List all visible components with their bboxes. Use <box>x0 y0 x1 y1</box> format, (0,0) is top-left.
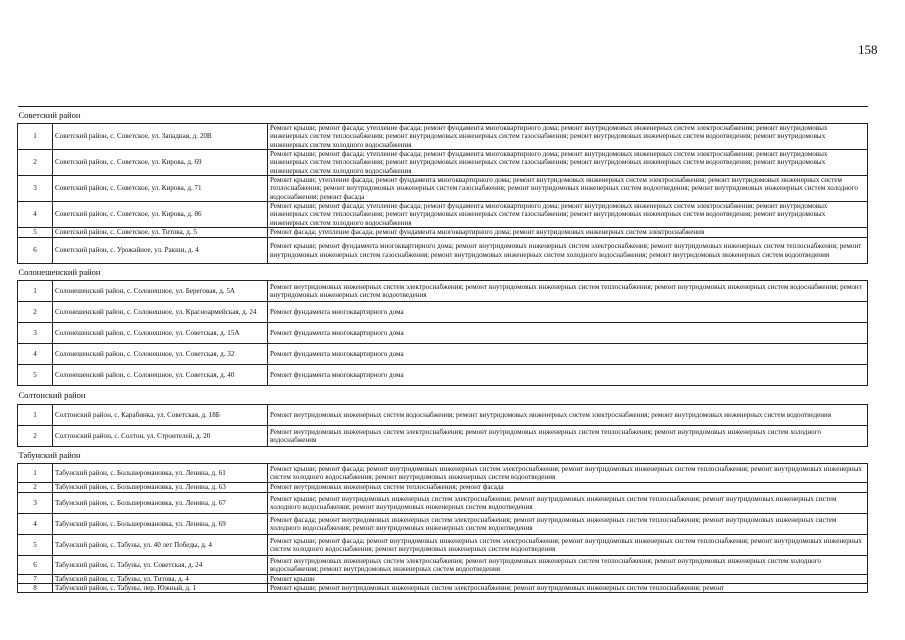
district-header-row <box>18 107 868 124</box>
row-address: Табунский район, с. Табуны, пер. Южный, д. 1 <box>53 584 268 593</box>
row-address: Солонешенский район, с. Солонешное, ул. Красноармейская, д. 24 <box>53 302 268 323</box>
table-row <box>18 584 868 593</box>
row-number: 2 <box>18 150 53 176</box>
table-row <box>18 575 868 584</box>
table-row <box>18 228 868 238</box>
row-number: 4 <box>18 344 53 365</box>
table-row <box>18 281 868 302</box>
page-number: 158 <box>858 42 878 57</box>
row-number: 1 <box>18 281 53 302</box>
row-number: 1 <box>18 124 53 150</box>
row-number: 7 <box>18 575 53 584</box>
row-number: 4 <box>18 202 53 228</box>
row-works: Ремонт крыши <box>268 575 868 584</box>
district-header-row <box>18 386 868 405</box>
row-works: Ремонт фасада; ремонт внутридомовых инженерных систем электроснабжения; ремонт внутридомовых инженерных систем теплоснабжения; ремонт внутридомовых инженерных систем холодного водоснабжения; ремонт внутридомовых инженерных систем водоотведения <box>268 514 868 535</box>
row-number: 5 <box>18 365 53 386</box>
table-row <box>18 405 868 426</box>
row-address: Советский район, с. Урожайное, ул. Ракши, д. 4 <box>53 238 268 264</box>
row-address: Солтонский район, с. Карабинка, ул. Советская, д. 18Б <box>53 405 268 426</box>
row-address: Советский район, с. Советское, ул. Кирова, д. 69 <box>53 150 268 176</box>
table-row <box>18 150 868 176</box>
row-address: Табунский район, с. Большеромановка, ул. Ленина, д. 61 <box>53 464 268 483</box>
row-address: Табунский район, с. Табуны, ул. 40 лет Победы, д. 4 <box>53 535 268 556</box>
row-address: Солонешенский район, с. Солонешное, ул. Береговая, д. 5А <box>53 281 268 302</box>
row-address: Табунский район, с. Большеромановка, ул. Ленина, д. 69 <box>53 514 268 535</box>
table-row <box>18 483 868 493</box>
row-address: Табунский район, с. Табуны, ул. Советская, д. 24 <box>53 556 268 575</box>
row-address: Солонешенский район, с. Солонешное, ул. Советская, д. 40 <box>53 365 268 386</box>
row-works: Ремонт крыши; ремонт внутридомовых инженерных систем электроснабжения; ремонт внутридомовых инженерных систем теплоснабжения; ремонт <box>268 584 868 593</box>
row-number: 4 <box>18 514 53 535</box>
table-row <box>18 556 868 575</box>
table-row <box>18 493 868 514</box>
table-row <box>18 124 868 150</box>
row-address: Табунский район, с. Большеромановка, ул. Ленина, д. 67 <box>53 493 268 514</box>
row-address: Солтонский район, с. Солтон, ул. Строителей, д. 20 <box>53 426 268 447</box>
district-name: Солонешенский район <box>18 264 868 281</box>
row-address: Солонешенский район, с. Солонешное, ул. Советская, д. 15А <box>53 323 268 344</box>
row-number: 1 <box>18 464 53 483</box>
row-address: Солонешенский район, с. Солонешное, ул. Советская, д. 32 <box>53 344 268 365</box>
row-works: Ремонт внутридомовых инженерных систем водоснабжения; ремонт внутридомовых инженерных систем электроснабжения; ремонт внутридомовых инженерных систем водоотведения <box>268 405 868 426</box>
row-number: 3 <box>18 493 53 514</box>
row-address: Табунский район, с. Большеромановка, ул. Ленина, д. 63 <box>53 483 268 493</box>
row-works: Ремонт внутридомовых инженерных систем электроснабжения; ремонт внутридомовых инженерных систем теплоснабжения; ремонт внутридомовых инженерных систем водоснабжения; ремонт внутридомовых инженерных систем водоотведения <box>268 281 868 302</box>
row-address: Советский район, с. Советское, ул. Западная, д. 20В <box>53 124 268 150</box>
row-address: Советский район, с. Советское, ул. Титова, д. 5 <box>53 228 268 238</box>
table-row <box>18 176 868 202</box>
district-header-row <box>18 264 868 281</box>
row-works: Ремонт крыши; утепление фасада; ремонт фундамента многоквартирного дома; ремонт внутридомовых инженерных систем электроснабжения; ремонт внутридомовых инженерных систем теплоснабжения; ремонт внутридомовых инженерных систем газоснабжения; ремонт внутридомовых инженерных систем водоотведения; ремонт внутридомовых инженерных систем холодного водоснабжения; ремонт фасада <box>268 176 868 202</box>
row-number: 2 <box>18 302 53 323</box>
row-works: Ремонт крыши; ремонт фасада; утепление фасада; ремонт фундамента многоквартирного дома; ремонт внутридомовых инженерных систем электроснабжения; ремонт внутридомовых инженерных систем теплоснабжения; ремонт внутридомовых инженерных систем газоснабжения; ремонт внутридомовых инженерных систем водоотведения; ремонт внутридомовых инженерных систем холодного водоснабжения <box>268 124 868 150</box>
row-works: Ремонт фундамента многоквартирного дома <box>268 323 868 344</box>
row-works: Ремонт крыши; ремонт фасада; утепление фасада; ремонт фундамента многоквартирного дома; ремонт внутридомовых инженерных систем электроснабжения; ремонт внутридомовых инженерных систем теплоснабжения; ремонт внутридомовых инженерных систем газоснабжения; ремонт внутридомовых инженерных систем водоотведения; ремонт внутридомовых инженерных систем холодного водоснабжения <box>268 202 868 228</box>
table-row <box>18 302 868 323</box>
row-works: Ремонт фундамента многоквартирного дома <box>268 302 868 323</box>
row-works: Ремонт крыши; ремонт фасада; ремонт внутридомовых инженерных систем электроснабжения; ремонт внутридомовых инженерных систем теплоснабжения; ремонт внутридомовых инженерных систем холодного водоснабжения; ремонт внутридомовых инженерных систем водоотведения <box>268 535 868 556</box>
row-works: Ремонт фасада; утепление фасада; ремонт фундамента многоквартирного дома; ремонт внутридомовых инженерных систем электроснабжения <box>268 228 868 238</box>
row-number: 2 <box>18 483 53 493</box>
row-number: 6 <box>18 556 53 575</box>
row-number: 5 <box>18 535 53 556</box>
table-row <box>18 323 868 344</box>
district-name: Советский район <box>18 107 868 124</box>
row-works: Ремонт фундамента многоквартирного дома <box>268 344 868 365</box>
row-number: 8 <box>18 584 53 593</box>
row-address: Советский район, с. Советское, ул. Кирова, д. 86 <box>53 202 268 228</box>
table-row <box>18 344 868 365</box>
row-works: Ремонт крыши; ремонт фасада; утепление фасада; ремонт фундамента многоквартирного дома; ремонт внутридомовых инженерных систем электроснабжения; ремонт внутридомовых инженерных систем теплоснабжения; ремонт внутридомовых инженерных систем газоснабжения; ремонт внутридомовых инженерных систем водоотведения; ремонт внутридомовых инженерных систем холодного водоснабжения <box>268 150 868 176</box>
row-works: Ремонт крыши; ремонт внутридомовых инженерных систем электроснабжения; ремонт внутридомовых инженерных систем теплоснабжения; ремонт внутридомовых инженерных систем холодного водоснабжения; ремонт внутридомовых инженерных систем водоотведения <box>268 493 868 514</box>
row-number: 3 <box>18 176 53 202</box>
district-name: Солтонский район <box>18 386 868 405</box>
row-works: Ремонт внутридомовых инженерных систем теплоснабжения; ремонт фасада <box>268 483 868 493</box>
row-number: 1 <box>18 405 53 426</box>
table-row <box>18 514 868 535</box>
row-number: 6 <box>18 238 53 264</box>
row-works: Ремонт внутридомовых инженерных систем электроснабжения; ремонт внутридомовых инженерных систем теплоснабжения; ремонт внутридомовых инженерных систем холодного водоснабжения <box>268 426 868 447</box>
row-works: Ремонт фундамента многоквартирного дома <box>268 365 868 386</box>
table-row <box>18 238 868 264</box>
row-number: 2 <box>18 426 53 447</box>
row-number: 3 <box>18 323 53 344</box>
repair-table <box>17 106 868 593</box>
repair-table-body <box>18 107 868 593</box>
row-works: Ремонт крыши; ремонт фундамента многоквартирного дома; ремонт внутридомовых инженерных систем электроснабжения; ремонт внутридомовых инженерных систем теплоснабжения; ремонт внутридомовых инженерных систем газоснабжения; ремонт внутридомовых инженерных систем холодного водоснабжения; ремонт внутридомовых инженерных систем водоотведения <box>268 238 868 264</box>
district-name: Табунский район <box>18 447 868 464</box>
row-address: Табунский район, с. Табуны, ул. Титова, д. 4 <box>53 575 268 584</box>
table-row <box>18 464 868 483</box>
district-header-row <box>18 447 868 464</box>
table-row <box>18 202 868 228</box>
table-row <box>18 535 868 556</box>
row-works: Ремонт крыши; ремонт фасада; ремонт внутридомовых инженерных систем электроснабжения; ремонт внутридомовых инженерных систем теплоснабжения; ремонт внутридомовых инженерных систем холодного водоснабжения; ремонт внутридомовых инженерных систем водоотведения <box>268 464 868 483</box>
row-number: 5 <box>18 228 53 238</box>
table-row <box>18 426 868 447</box>
row-works: Ремонт внутридомовых инженерных систем электроснабжения; ремонт внутридомовых инженерных систем теплоснабжения; ремонт внутридомовых инженерных систем холодного водоснабжения; ремонт внутридомовых инженерных систем водоотведения <box>268 556 868 575</box>
table-row <box>18 365 868 386</box>
row-address: Советский район, с. Советское, ул. Кирова, д. 71 <box>53 176 268 202</box>
